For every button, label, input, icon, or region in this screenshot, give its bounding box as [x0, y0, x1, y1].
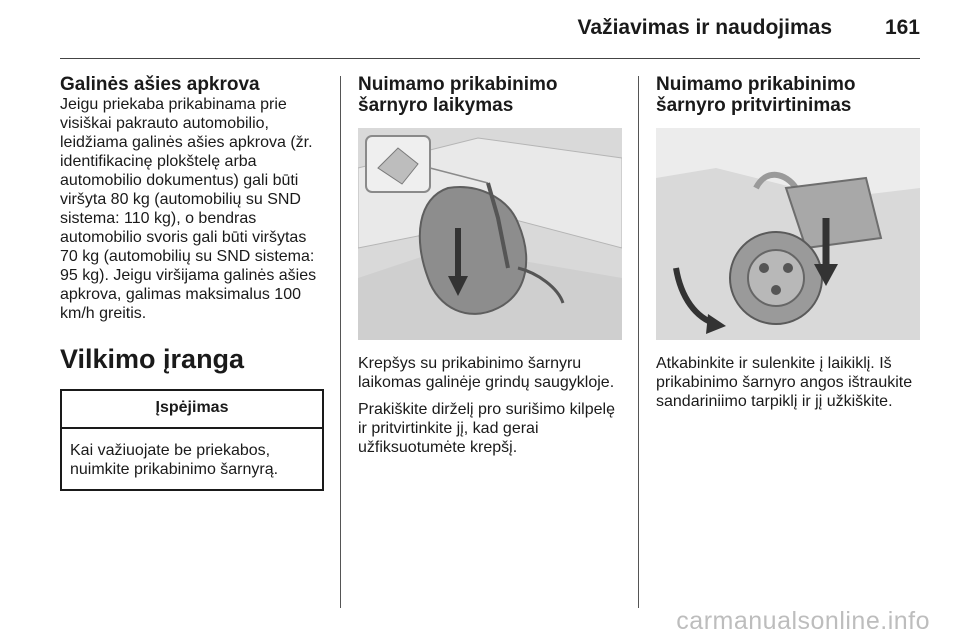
towing-equipment-title: Vilkimo įranga: [60, 344, 245, 374]
column-1: [60, 74, 326, 491]
attach-heading: Nuimamo prikabinimo šarnyro pritvirtinimas: [656, 74, 856, 116]
warning-box: [60, 389, 324, 491]
attach-illustration: [656, 128, 920, 340]
warning-title: Įspėjimas: [62, 391, 322, 429]
axle-load-paragraph: Jeigu priekaba prikabinama prie visiškai pakrauto automobilio, leidžiama galinės ašies apkrova (žr. identifikacinę plokštelę arba automobilio dokumentus) gali būti viršyta 80 kg (automobilių su SND sistema: 110 kg), o bendras automobilio svoris gali būti viršytas 70 kg (automobilių su SND sistema: 95 kg). Jeigu viršijama galinės ašies apkrova, galimas maksimalus 100 km/h greitis.: [60, 96, 317, 322]
warning-text: Kai važiuojate be priekabos, nuimkite prikabinimo šarnyrą.: [70, 442, 279, 478]
storage-caption-1: Krepšys su prikabinimo šarnyru laikomas galinėje grindų saugykloje.: [358, 355, 615, 391]
column-separator-1: [340, 76, 341, 608]
column-separator-2: [638, 76, 639, 608]
axle-load-heading: Galinės ašies apkrova: [60, 74, 260, 95]
storage-illustration: [358, 128, 622, 340]
storage-caption-2: Prakiškite dirželį pro surišimo kilpelę ir pritvirtinkite jį, kad gerai užfiksuotumėte krepšį.: [358, 401, 615, 456]
header-rule: [60, 58, 920, 59]
storage-heading: Nuimamo prikabinimo šarnyro laikymas: [358, 74, 558, 116]
column-2: [358, 74, 622, 457]
page-number: 161: [884, 16, 920, 39]
attach-illustration-drawing: [656, 128, 920, 340]
attach-caption-1: Atkabinkite ir sulenkite į laikiklį. Iš prikabinimo šarnyro angos ištraukite sandariniimo tarpiklį ir jį užkiškite.: [656, 355, 913, 410]
watermark: carmanualsonline.info: [676, 607, 930, 635]
column-3: [656, 74, 920, 411]
header-title: Važiavimas ir naudojimas: [577, 16, 832, 39]
storage-illustration-drawing: [358, 128, 622, 340]
